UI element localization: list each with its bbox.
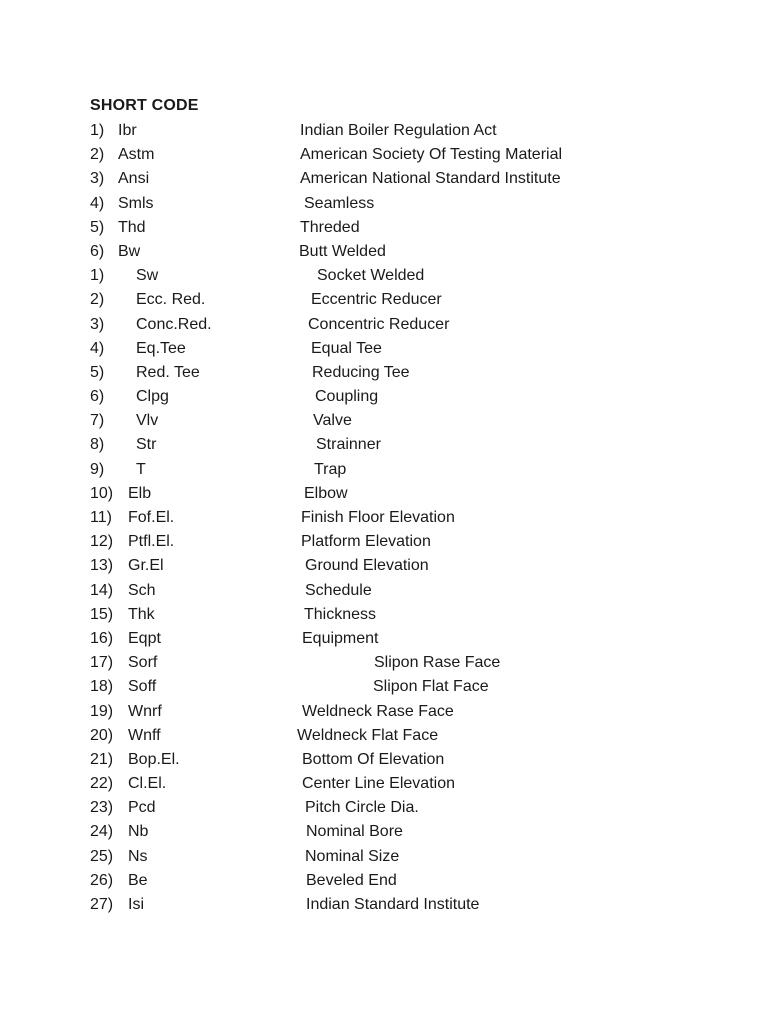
item-meaning: Indian Standard Institute: [306, 896, 480, 913]
list-item: [0, 822, 768, 846]
item-meaning: Trap: [314, 460, 347, 478]
item-number: 25): [90, 847, 114, 865]
list-item: [0, 363, 768, 387]
item-code: Cl.El.: [128, 775, 167, 793]
item-meaning: American Society Of Testing Material: [300, 146, 563, 164]
item-code: Nb: [128, 823, 149, 841]
item-meaning: Elbow: [304, 484, 348, 502]
list-item: [0, 266, 768, 290]
page-title: SHORT CODE: [90, 97, 199, 114]
item-code: Thk: [128, 605, 155, 623]
item-number: 21): [90, 750, 114, 768]
item-meaning: Weldneck Flat Face: [297, 726, 439, 744]
item-number: 19): [90, 702, 114, 720]
item-number: 10): [90, 484, 114, 502]
item-number: 2): [90, 291, 105, 309]
item-code: Isi: [128, 896, 144, 913]
list-item: [0, 484, 768, 508]
list-item: [0, 411, 768, 435]
item-meaning: Ground Elevation: [305, 557, 429, 575]
list-item: [0, 605, 768, 629]
item-number: 8): [90, 436, 105, 454]
item-meaning: Weldneck Rase Face: [302, 702, 454, 720]
item-code: Sw: [136, 267, 159, 285]
item-code: Soff: [128, 678, 157, 696]
list-item: [0, 290, 768, 314]
list-item: [0, 581, 768, 605]
item-code: Wnrf: [128, 702, 162, 720]
list-item: [0, 895, 768, 919]
item-code: Ibr: [118, 122, 137, 139]
item-number: 26): [90, 871, 114, 889]
list-item: [0, 556, 768, 580]
item-number: 7): [90, 412, 105, 430]
item-number: 20): [90, 726, 114, 744]
item-number: 18): [90, 678, 114, 696]
item-meaning: Platform Elevation: [301, 533, 431, 551]
item-code: Bop.El.: [128, 750, 180, 768]
item-number: 17): [90, 654, 114, 672]
list-item: [0, 508, 768, 532]
item-meaning: Eccentric Reducer: [311, 291, 442, 309]
item-meaning: Indian Boiler Regulation Act: [300, 122, 497, 139]
item-code: T: [136, 460, 146, 478]
item-code: Eq.Tee: [136, 339, 186, 357]
list-item: [0, 750, 768, 774]
list-item: [0, 145, 768, 169]
list-item: [0, 194, 768, 218]
item-code: Red. Tee: [136, 363, 200, 381]
item-meaning: Finish Floor Elevation: [301, 509, 455, 526]
list-item: [0, 169, 768, 193]
item-meaning: Reducing Tee: [312, 363, 410, 381]
item-number: 6): [90, 388, 105, 406]
item-code: Fof.El.: [128, 509, 175, 526]
item-number: 3): [90, 170, 105, 188]
item-meaning: Strainner: [316, 436, 381, 454]
item-number: 13): [90, 557, 114, 575]
list-item: [0, 774, 768, 798]
item-meaning: American National Standard Institute: [300, 170, 561, 188]
list-item: [0, 847, 768, 871]
item-number: 9): [90, 460, 105, 478]
item-code: Sorf: [128, 654, 158, 672]
list-item: [0, 315, 768, 339]
item-meaning: Slipon Flat Face: [373, 678, 489, 696]
list-item: [0, 798, 768, 822]
item-number: 1): [90, 267, 105, 285]
item-meaning: Butt Welded: [299, 242, 386, 260]
item-meaning: Concentric Reducer: [308, 315, 450, 333]
item-number: 5): [90, 363, 105, 381]
item-meaning: Nominal Size: [305, 847, 400, 865]
item-code: Conc.Red.: [136, 315, 212, 333]
list-item: [0, 460, 768, 484]
list-item: [0, 726, 768, 750]
item-meaning: Schedule: [305, 581, 372, 599]
item-meaning: Valve: [313, 412, 352, 430]
item-number: 27): [90, 896, 114, 913]
item-code: Smls: [118, 194, 154, 212]
item-number: 12): [90, 533, 114, 551]
item-code: Bw: [118, 242, 141, 260]
item-meaning: Threded: [300, 218, 360, 236]
item-number: 22): [90, 775, 114, 793]
item-code: Str: [136, 436, 157, 454]
item-code: Ptfl.El.: [128, 533, 175, 551]
item-number: 24): [90, 823, 114, 841]
item-code: Clpg: [136, 388, 169, 406]
list-item: [0, 702, 768, 726]
list-item: [0, 629, 768, 653]
item-meaning: Seamless: [304, 194, 375, 212]
list-item: [0, 532, 768, 556]
list-item: [0, 339, 768, 363]
list-item: [0, 435, 768, 459]
list-item: [0, 121, 768, 145]
item-code: Wnff: [128, 726, 161, 744]
item-code: Ansi: [118, 170, 150, 188]
item-number: 5): [90, 218, 105, 236]
item-number: 16): [90, 629, 114, 647]
item-meaning: Equipment: [302, 629, 379, 647]
item-number: 6): [90, 242, 105, 260]
item-code: Be: [128, 871, 148, 889]
item-meaning: Equal Tee: [311, 339, 382, 357]
item-meaning: Socket Welded: [317, 267, 425, 285]
item-code: Sch: [128, 581, 156, 599]
item-number: 1): [90, 122, 105, 139]
item-code: Thd: [118, 218, 146, 236]
item-code: Pcd: [128, 799, 156, 817]
item-number: 14): [90, 581, 114, 599]
item-number: 3): [90, 315, 105, 333]
list-item: [0, 242, 768, 266]
item-number: 4): [90, 339, 105, 357]
item-number: 4): [90, 194, 105, 212]
item-meaning: Beveled End: [306, 871, 397, 889]
item-meaning: Thickness: [304, 605, 377, 623]
item-code: Astm: [118, 146, 155, 164]
list-item: [0, 387, 768, 411]
item-meaning: Coupling: [315, 388, 379, 406]
item-meaning: Slipon Rase Face: [374, 654, 501, 672]
item-meaning: Center Line Elevation: [302, 775, 455, 793]
list-item: [0, 677, 768, 701]
item-code: Ecc. Red.: [136, 291, 206, 309]
item-code: Eqpt: [128, 629, 161, 647]
abbreviation-list: [0, 121, 768, 919]
list-item: [0, 871, 768, 895]
list-item: [0, 653, 768, 677]
item-meaning: Nominal Bore: [306, 823, 403, 841]
item-number: 2): [90, 146, 105, 164]
item-code: Vlv: [136, 412, 159, 430]
item-code: Ns: [128, 847, 148, 865]
list-item: [0, 218, 768, 242]
item-meaning: Bottom Of Elevation: [302, 750, 445, 768]
item-meaning: Pitch Circle Dia.: [305, 799, 419, 817]
item-code: Gr.El: [128, 557, 164, 575]
item-number: 23): [90, 799, 114, 817]
item-number: 11): [90, 509, 112, 526]
item-code: Elb: [128, 484, 152, 502]
item-number: 15): [90, 605, 114, 623]
